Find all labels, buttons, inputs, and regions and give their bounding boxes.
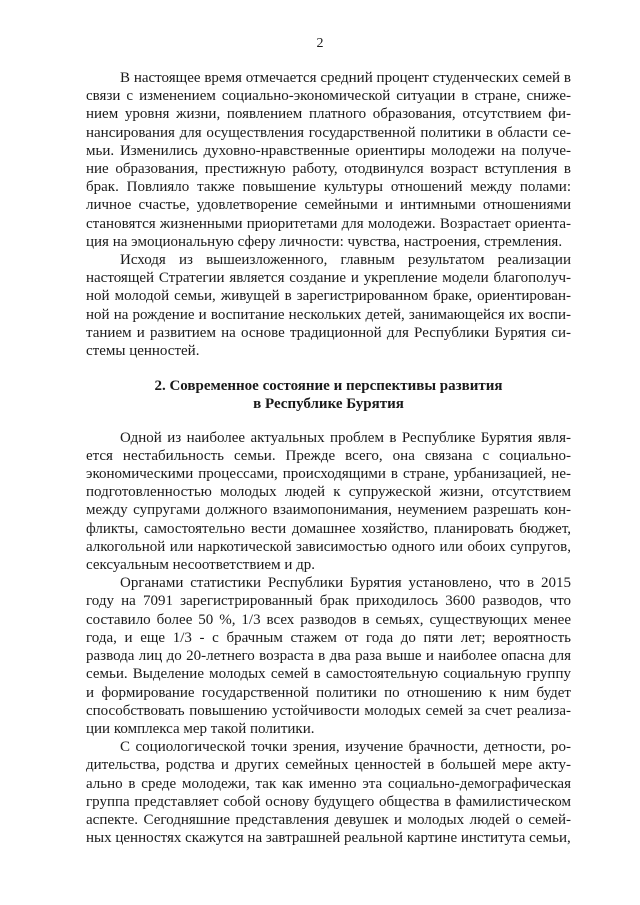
paragraph: Исходя из вышеизложенного, главным результатом реализации настоящей Стратегии является создание и укрепление модели благополучной молодой семьи, живущей в зарегистрированном браке, ориентированной на рождение и воспитание нескольких детей, занимающейся их воспитанием и развитием на основе традиционной для Республики Бурятия системы ценностей. [86,252,571,360]
section-heading [86,377,571,413]
page-content [86,69,571,847]
paragraph: Органами статистики Республики Бурятия установлено, что в 2015 году на 7091 зарегистрированный брак приходилось 3600 разводов, что составило более 50 %, 1/3 всех разводов в семьях, существующих менее года, и еще 1/3 - с брачным стажем от года до пяти лет; вероятность развода лиц до 20-летнего возраста в два раза выше и наиболее опасна для семьи. Выделение молодых семей в самостоятельную социальную группу и формирование государственной политики по отношению к ним будет способствовать повышению устойчивости молодых семей за счет реализации комплекса мер такой политики. [86,575,571,737]
section-heading-line: в Республике Бурятия [253,396,404,413]
section-heading-line: 2. Современное состояние и перспективы развития [154,378,503,395]
paragraph: В настоящее время отмечается средний процент студенческих семей в связи с изменением социально-экономической ситуации в стране, снижением уровня жизни, появлением платного образования, отсутствием финансирования для осуществления государственной политики в области семьи. Изменились духовно-нравственные ориентиры молодежи на получение образования, престижную работу, отодвинулся возраст вступления в брак. Повлияло также повышение культуры отношений между полами: личное счастье, удовлетворение семейными и интимными отношениями становятся жизненными приоритетами для молодежи. Возрастает ориентация на эмоциональную сферу личности: чувства, настроения, стремления. [86,70,571,250]
paragraph: Одной из наиболее актуальных проблем в Республике Бурятия является нестабильность семьи. Прежде всего, она связана с социально-экономическими процессами, происходящими в стране, урбанизацией, неподготовленностью молодых людей к супружеской жизни, отсутствием между супругами должного взаимопонимания, неумением разрешать конфликты, самостоятельно вести домашнее хозяйство, планировать бюджет, алкогольной или наркотической зависимостью одного или обоих супругов, сексуальным несоответствием и др. [86,429,571,574]
paragraph: С социологической точки зрения, изучение брачности, детности, родительства, родства и других семейных ценностей в большей мере актуально в среде молодежи, так как именно эта социально-демографическая группа представляет собой основу будущего общества в фамилистическом аспекте. Сегодняшние представления девушек и молодых людей о семейных ценностях скажутся на завтрашней реальной картине института семьи, [86,739,571,847]
page-number: 2 [316,36,324,51]
